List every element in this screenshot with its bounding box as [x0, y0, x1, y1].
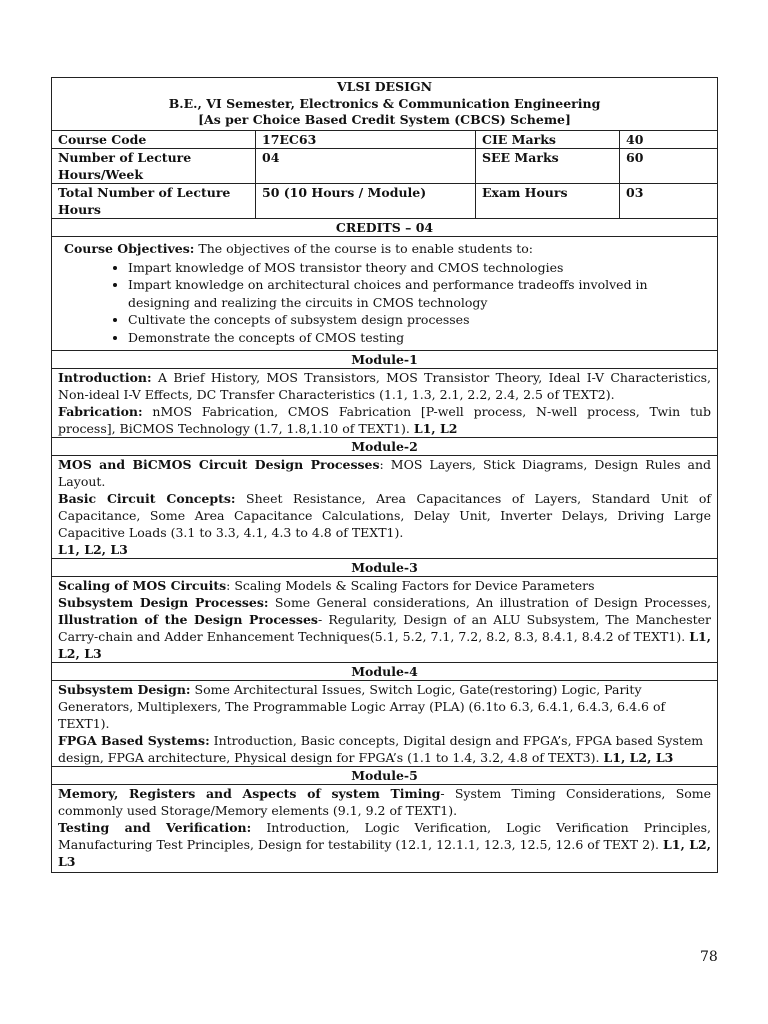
module-paragraph: [58, 819, 711, 870]
total-hours-value: 50 (10 Hours / Module): [256, 183, 476, 218]
objective-item: • Impart knowledge on architectural choices and performance tradeoffs involved in designing and realizing the circuits in CMOS technology: [128, 276, 711, 311]
learning-levels: L1, L2, L3: [58, 837, 712, 869]
scheme-line: [As per Choice Based Credit System (CBCS) Scheme]: [198, 112, 571, 127]
learning-levels: L1, L2: [413, 421, 458, 436]
topic-text: Sheet Resistance, Area Capacitances of Layers, Standard Unit of Capacitance, Some Area Capacitance Calculations, Delay Unit, Inverter Delays, Driving Large Capacitive Loads (3.1 to 3.3, 4.1, 4.3 to 4.8 of TEXT1).: [58, 491, 712, 540]
learning-levels: L1, L2, L3: [58, 542, 128, 557]
see-value: 60: [620, 148, 718, 183]
module-paragraph: [58, 681, 711, 732]
module-title: Module-2: [52, 438, 718, 456]
module-paragraph: [58, 456, 711, 490]
page-number: 78: [700, 949, 718, 965]
topic-heading: Illustration of the Design Processes: [58, 612, 318, 627]
module-title: Module-5: [52, 767, 718, 785]
module-paragraph: [58, 785, 711, 819]
topic-heading: MOS and BiCMOS Circuit Design Processes: [58, 457, 380, 472]
module-paragraph: [58, 403, 711, 437]
topic-heading: Memory, Registers and Aspects of system Timing: [58, 786, 441, 801]
objectives-text: The objectives of the course is to enable students to:: [194, 240, 534, 256]
topic-heading: Subsystem Design Processes:: [58, 595, 269, 610]
objectives-list: [58, 259, 711, 347]
module-paragraph: [58, 490, 711, 541]
exam-hours-label: Exam Hours: [476, 183, 620, 218]
total-hours-label: Total Number of Lecture Hours: [52, 183, 256, 218]
module-paragraph: [58, 732, 711, 766]
module-content: [52, 369, 718, 438]
topic-text: : Scaling Models & Scaling Factors for Device Parameters: [226, 578, 595, 593]
lecture-hours-label: Number of Lecture Hours/Week: [52, 148, 256, 183]
course-title: VLSI DESIGN: [336, 79, 433, 94]
module-content: [52, 785, 718, 873]
module-paragraph: [58, 369, 711, 403]
module-title: Module-3: [52, 559, 718, 577]
learning-levels: L1, L2, L3: [58, 629, 712, 661]
module-title: Module-4: [52, 663, 718, 681]
topic-text: nMOS Fabrication, CMOS Fabrication [P-well process, N-well process, Twin tub process], BiCMOS Technology (1.7, 1.8,1.10 of TEXT1).: [58, 404, 712, 436]
objectives-lead: Course Objectives:: [64, 240, 195, 256]
topic-text: - Regularity, Design of an ALU Subsystem, The Manchester Carry-chain and Adder Enhancement Techniques(5.1, 5.2, 7.1, 7.2, 8.2, 8.3, 8.4.1, 8.4.2 of TEXT1).: [58, 612, 712, 644]
topic-text: - System Timing Considerations, Some commonly used Storage/Memory elements (9.1, 9.2 of TEXT1).: [58, 786, 712, 818]
module-title: Module-1: [52, 351, 718, 369]
exam-hours-value: 03: [620, 183, 718, 218]
topic-text: Some General considerations, An illustration of Design Processes,: [268, 595, 712, 610]
cie-label: CIE Marks: [476, 130, 620, 148]
topic-heading: Scaling of MOS Circuits: [58, 578, 227, 593]
module-content: [52, 456, 718, 559]
course-objectives: [52, 236, 718, 351]
topic-heading: FPGA Based Systems:: [58, 733, 210, 748]
objective-item: • Cultivate the concepts of subsystem design processes: [128, 311, 711, 329]
credits-row: CREDITS – 04: [52, 218, 718, 236]
topic-heading: Testing and Verification:: [58, 820, 252, 835]
topic-text: : MOS Layers, Stick Diagrams, Design Rules and Layout.: [58, 457, 712, 489]
topic-text: Some Architectural Issues, Switch Logic, Gate(restoring) Logic, Parity Generators, Multiplexers, The Programmable Logic Array (PLA) (6.1to 6.3, 6.4.1, 6.4.3, 6.4.6 of TEXT1).: [58, 682, 666, 731]
lecture-hours-value: 04: [256, 148, 476, 183]
cie-value: 40: [620, 130, 718, 148]
topic-heading: Subsystem Design:: [58, 682, 191, 697]
program-line: B.E., VI Semester, Electronics & Communication Engineering: [168, 95, 601, 111]
course-code-label: Course Code: [52, 130, 256, 148]
module-paragraph: [58, 577, 711, 594]
objective-item: • Demonstrate the concepts of CMOS testing: [128, 329, 711, 347]
topic-text: Introduction, Basic concepts, Digital design and FPGA’s, FPGA based System design, FPGA architecture, Physical design for FPGA’s (1.1 to 1.4, 3.2, 4.8 of TEXT3).: [58, 733, 704, 765]
topic-heading: Fabrication:: [58, 404, 143, 419]
objective-item: • Impart knowledge of MOS transistor theory and CMOS technologies: [128, 259, 711, 277]
learning-levels: L1, L2, L3: [603, 750, 674, 765]
course-header: [52, 78, 718, 131]
objectives-intro: [64, 240, 711, 257]
topic-text: A Brief History, MOS Transistors, MOS Transistor Theory, Ideal I-V Characteristics, Non-ideal I-V Effects, DC Transfer Characteristics (1.1, 1.3, 2.1, 2.2, 2.4, 2.5 of TEXT2).: [58, 370, 712, 402]
course-code-value: 17EC63: [256, 130, 476, 148]
syllabus-table: [51, 77, 718, 873]
see-label: SEE Marks: [476, 148, 620, 183]
module-paragraph: [58, 594, 711, 662]
module-content: [52, 577, 718, 663]
topic-text: Introduction, Logic Verification, Logic Verification Principles, Manufacturing Test Principles, Design for testability (12.1, 12.1.1, 12.3, 12.5, 12.6 of TEXT 2).: [58, 820, 712, 852]
topic-heading: Introduction:: [58, 370, 152, 385]
topic-heading: Basic Circuit Concepts:: [58, 491, 236, 506]
module-content: [52, 681, 718, 767]
